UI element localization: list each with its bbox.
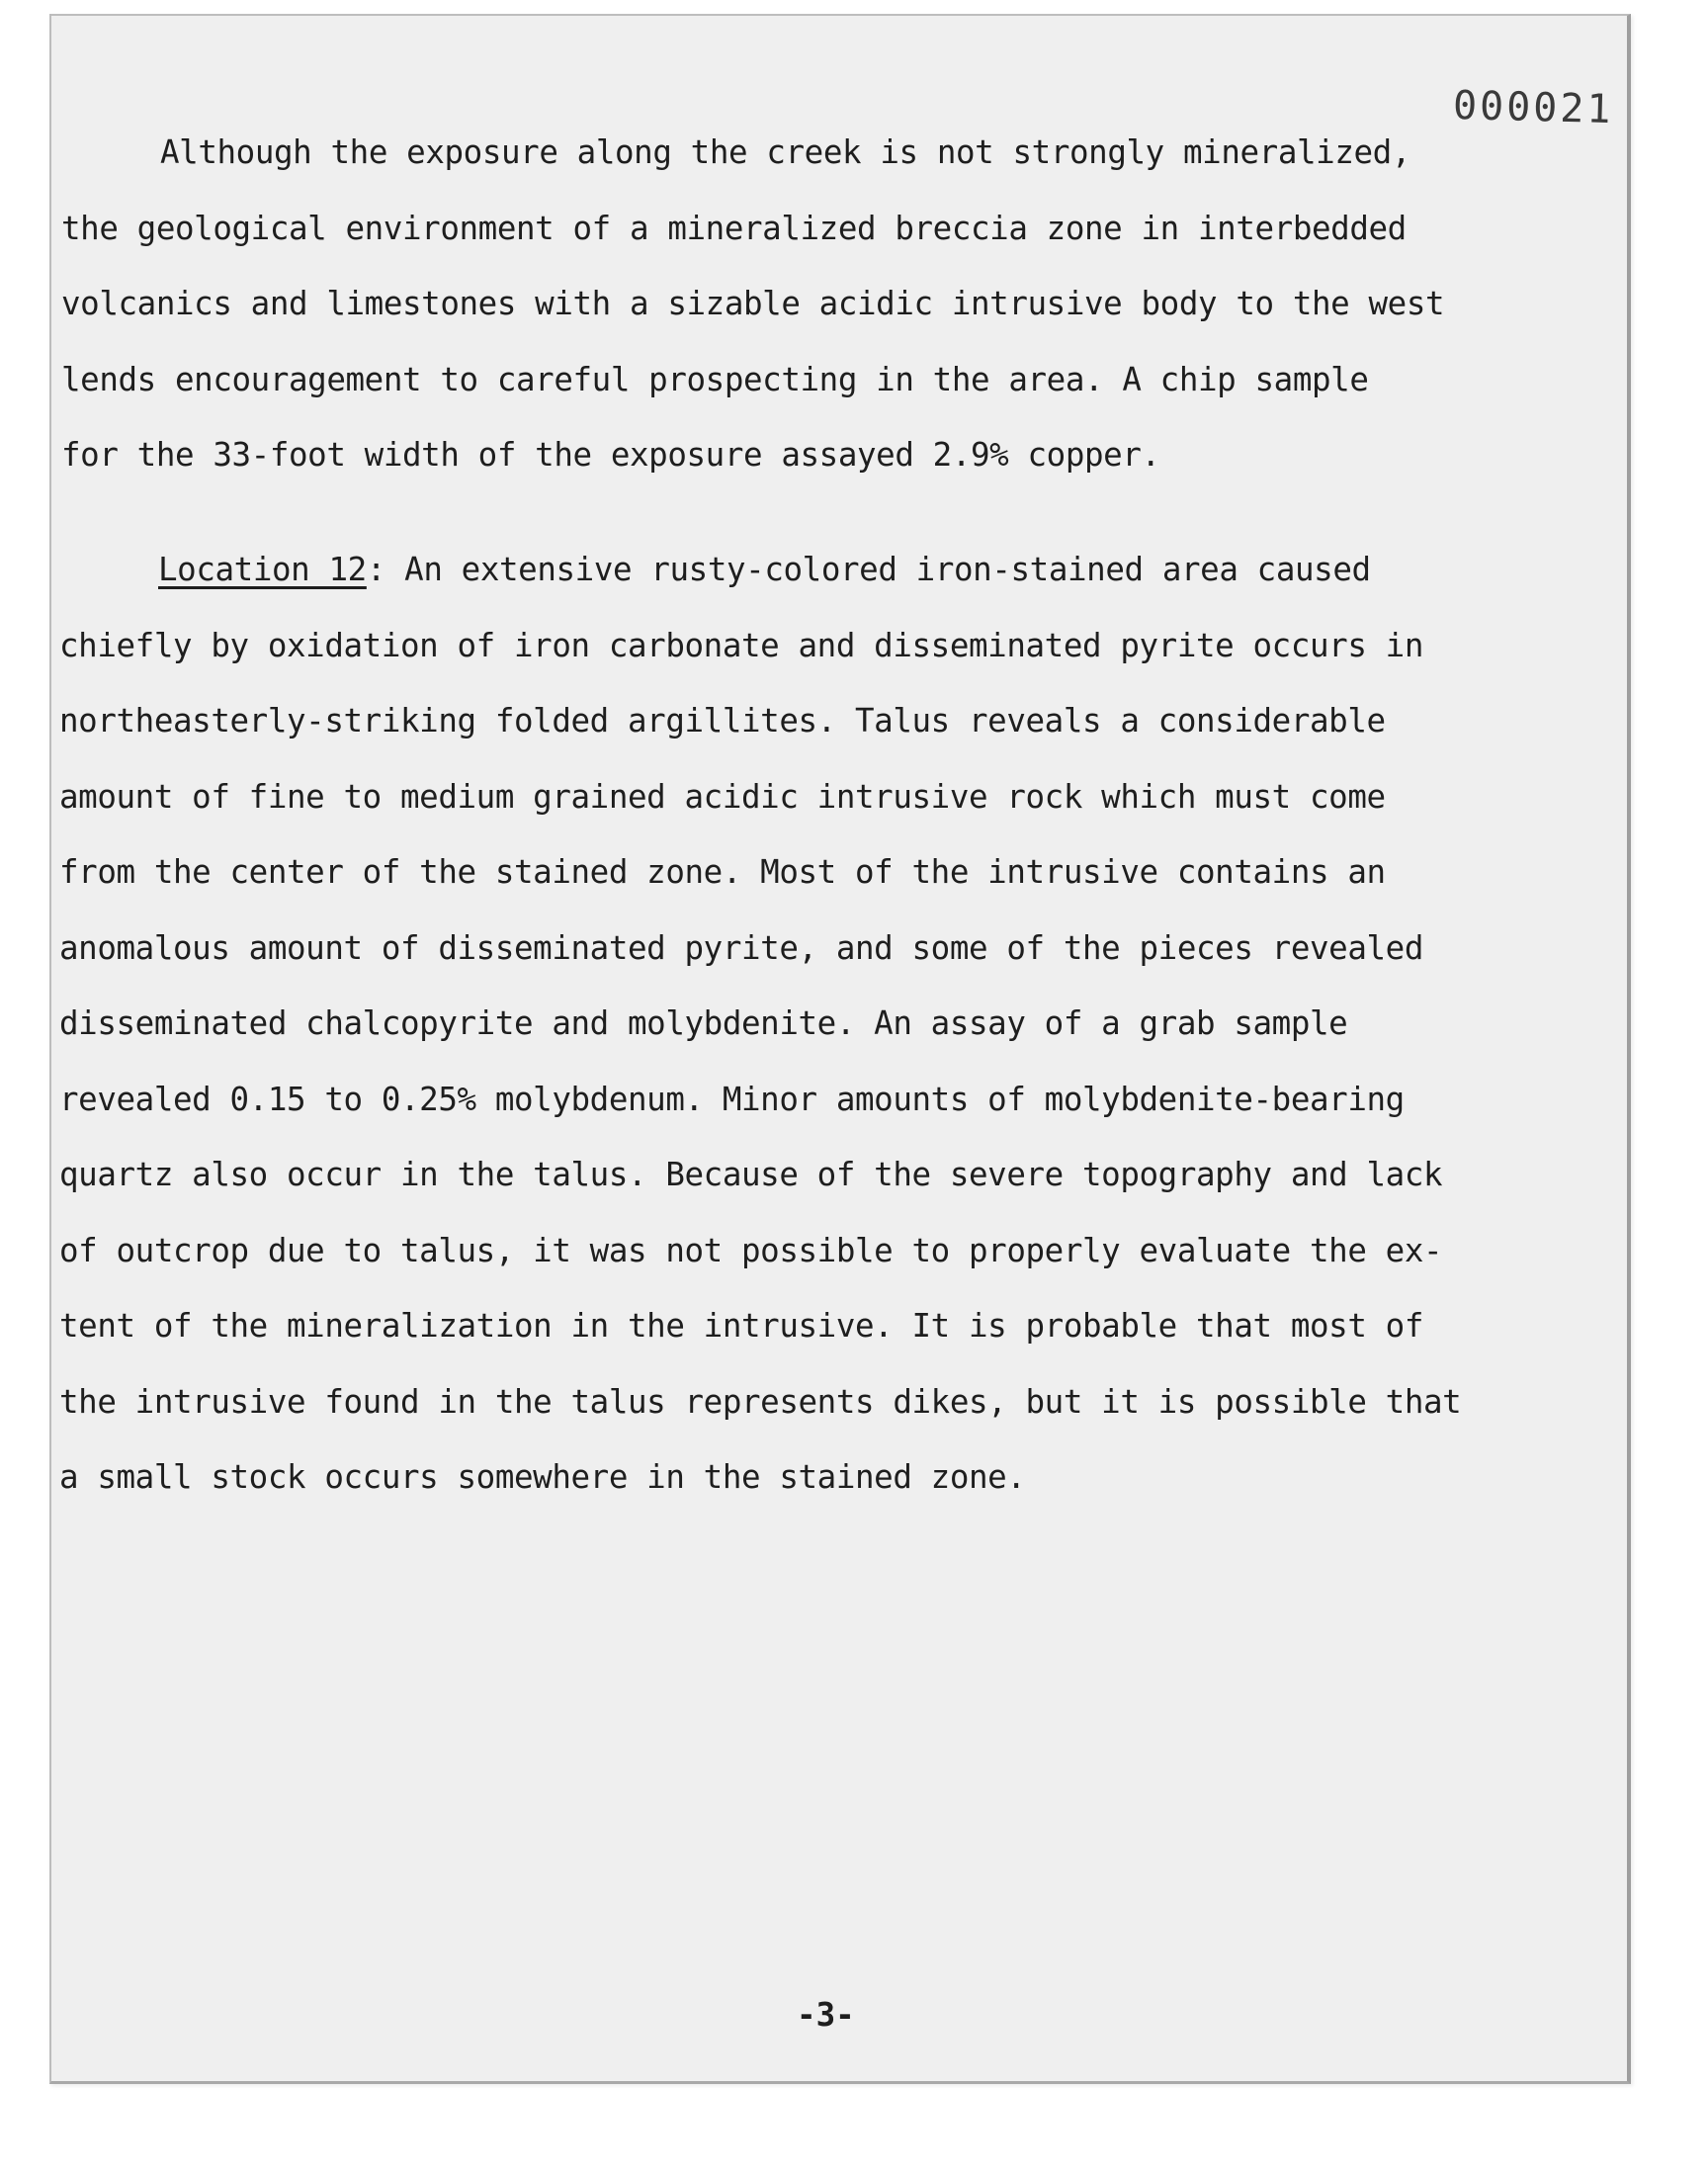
paragraph-2-line: quartz also occur in the talus. Because of the severe topography and lack (59, 1156, 1443, 1193)
paragraph-1-line: Although the exposure along the creek is not strongly mineralized, (160, 133, 1410, 171)
paragraph-2-line: the intrusive found in the talus represents dikes, but it is possible that (59, 1382, 1462, 1421)
paragraph-2-line: of outcrop due to talus, it was not possible to properly evaluate the ex- (59, 1231, 1443, 1269)
paragraph-1-line: the geological environment of a mineralized breccia zone in interbedded (61, 209, 1407, 247)
paragraph-2-line: a small stock occurs somewhere in the stained zone. (59, 1458, 1026, 1496)
paragraph-2-line: tent of the mineralization in the intrusive. It is probable that most of (59, 1307, 1423, 1345)
paragraph-2-line: chiefly by oxidation of iron carbonate and disseminated pyrite occurs in (59, 626, 1423, 664)
document-page (49, 14, 1631, 2084)
paragraph-2-line: amount of fine to medium grained acidic intrusive rock which must come (59, 777, 1386, 816)
paragraph-1 (61, 115, 1444, 493)
paragraph-2 (59, 532, 1461, 1516)
page-number: -3- (797, 1996, 855, 2034)
paragraph-1-line: for the 33-foot width of the exposure assayed 2.9% copper. (61, 436, 1160, 474)
location-heading: Location 12 (158, 551, 367, 588)
paragraph-1-line: lends encouragement to careful prospecting in the area. A chip sample (61, 360, 1369, 398)
paragraph-1-line: volcanics and limestones with a sizable acidic intrusive body to the west (61, 285, 1445, 322)
paragraph-2-line: Location 12: An extensive rusty-colored iron-stained area caused (158, 551, 1371, 588)
paragraph-2-line: disseminated chalcopyrite and molybdenite. An assay of a grab sample (59, 1004, 1348, 1042)
paragraph-2-line: revealed 0.15 to 0.25% molybdenum. Minor amounts of molybdenite-bearing (59, 1080, 1405, 1118)
paragraph-2-line: from the center of the stained zone. Most of the intrusive contains an (59, 853, 1386, 891)
paragraph-2-line: anomalous amount of disseminated pyrite, and some of the pieces revealed (59, 928, 1423, 967)
paragraph-2-line: northeasterly-striking folded argillites. Talus reveals a considerable (59, 702, 1386, 740)
document-number: 000021 (1452, 82, 1615, 133)
